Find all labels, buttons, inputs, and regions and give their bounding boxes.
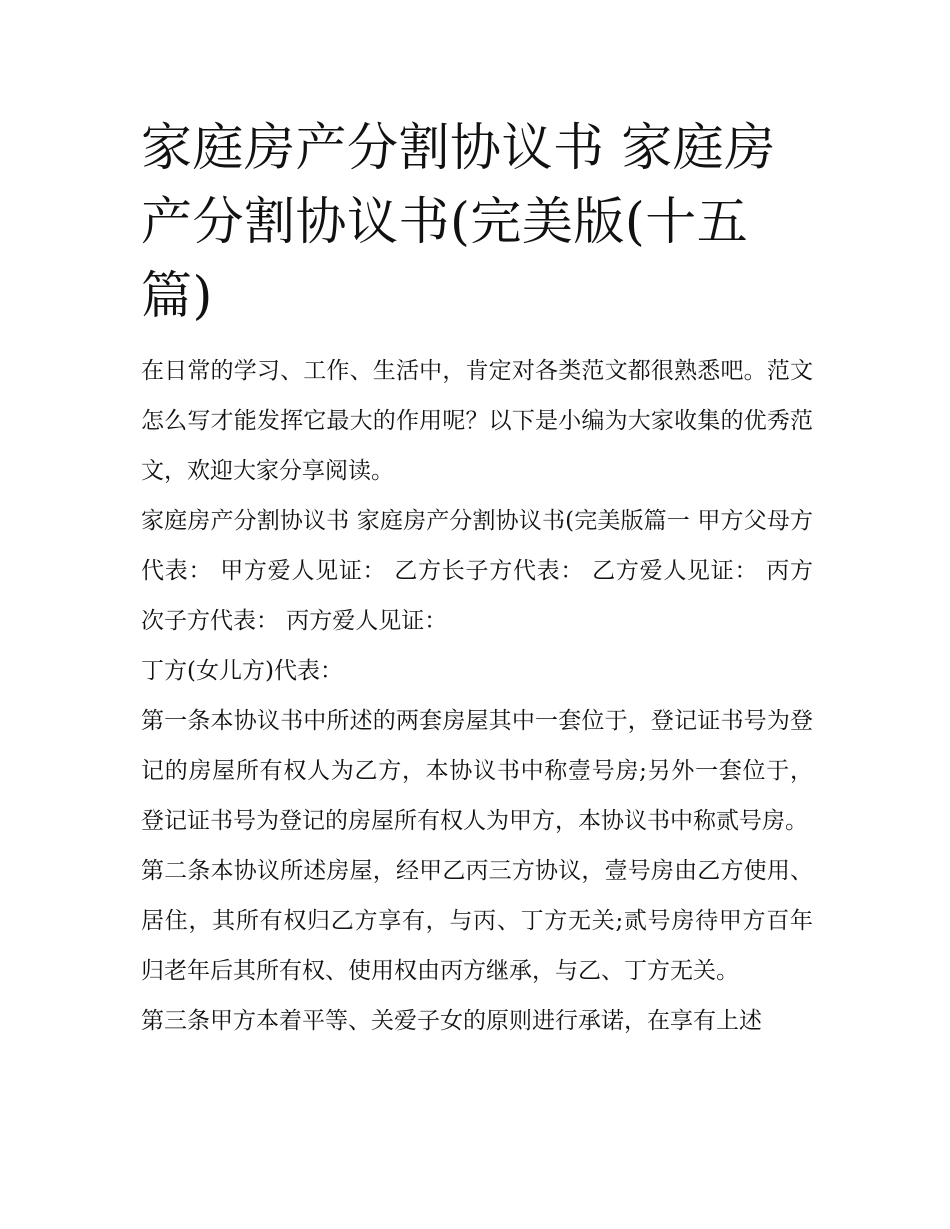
document-content [141,112,813,1046]
article-1-paragraph: 第一条本协议书中所述的两套房屋其中一套位于，登记证书号为登记的房屋所有权人为乙方，本协议书中称壹号房;另外一套位于，登记证书号为登记的房屋所有权人为甲方，本协议书中称贰号房。 [141,708,813,834]
article-2-paragraph: 第二条本协议所述房屋，经甲乙丙三方协议，壹号房由乙方使用、居住，其所有权归乙方享有，与丙、丁方无关;贰号房待甲方百年归老年后其所有权、使用权由丙方继承，与乙、丁方无关。 [141,858,813,984]
article-3-paragraph: 第三条甲方本着平等、关爱子女的原则进行承诺，在享有上述 [141,1008,762,1034]
document-body [141,346,813,1046]
intro-paragraph: 在日常的学习、工作、生活中，肯定对各类范文都很熟悉吧。范文怎么写才能发挥它最大的作用呢？以下是小编为大家收集的优秀范文，欢迎大家分享阅读。 [141,358,813,484]
document-title: 家庭房产分割协议书 家庭房产分割协议书(完美版(十五篇) [141,119,776,326]
party-ding-paragraph: 丁方(女儿方)代表： [141,658,343,684]
parties-paragraph: 家庭房产分割协议书 家庭房产分割协议书(完美版篇一 甲方父母方代表： 甲方爱人见证： 乙方长子方代表： 乙方爱人见证： 丙方次子方代表： 丙方爱人见证： [141,508,813,634]
